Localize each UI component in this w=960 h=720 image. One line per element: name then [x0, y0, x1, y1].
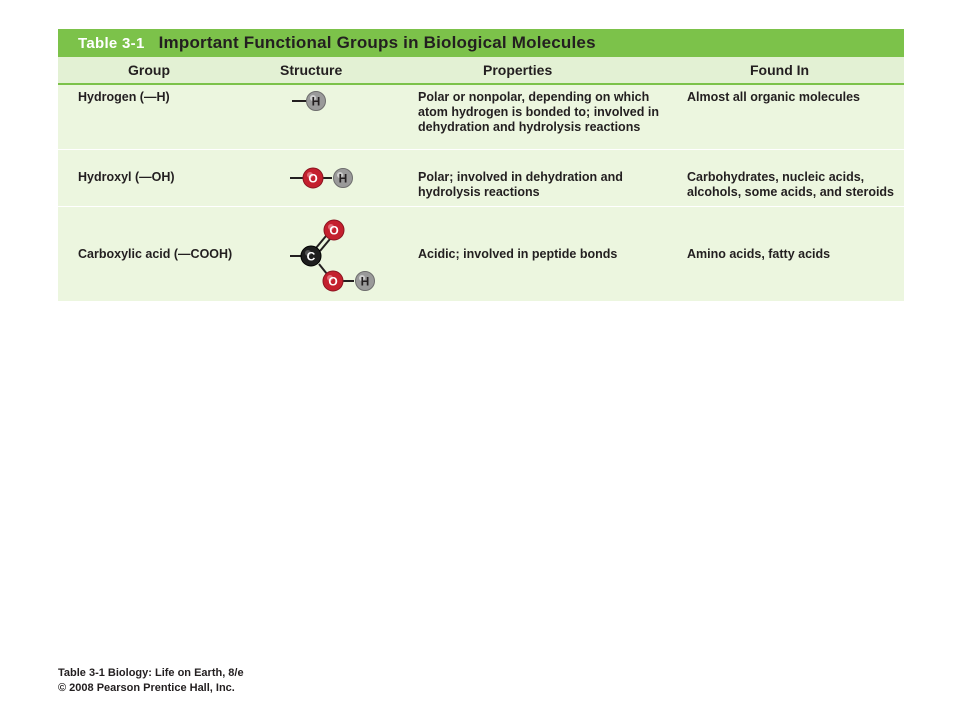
found-in-cell: Amino acids, fatty acids	[687, 247, 831, 261]
header-properties: Properties	[483, 62, 553, 78]
carboxyl-structure	[288, 219, 384, 299]
table-title-bar	[58, 29, 904, 57]
atom-symbol: H	[338, 171, 348, 186]
atom-symbol: O	[308, 171, 318, 186]
found-in-cell: Almost all organic molecules	[687, 90, 860, 104]
table-row-hydrogen	[58, 85, 904, 150]
hydrogen-structure	[290, 89, 330, 113]
group-cell: Hydroxyl (—OH)	[78, 170, 175, 184]
table-label: Table 3-1	[78, 34, 145, 52]
found-in-cell: Carbohydrates, nucleic acids, alcohols, some acids, and steroids	[687, 170, 895, 199]
table-row-carboxylic-acid	[58, 207, 904, 301]
header-found-in: Found In	[750, 62, 810, 78]
hydroxyl-structure	[288, 165, 358, 191]
table-row-hydroxyl	[58, 150, 904, 207]
credit-line-source: Table 3-1 Biology: Life on Earth, 8/e	[58, 667, 244, 679]
header-structure: Structure	[280, 62, 343, 78]
header-group: Group	[128, 62, 170, 78]
atom-symbol: O	[329, 223, 339, 238]
atom-symbol: H	[311, 94, 321, 109]
atom-symbol: H	[360, 274, 370, 289]
atom-symbol: O	[328, 274, 338, 289]
group-cell: Hydrogen (—H)	[78, 90, 170, 104]
figure-credit	[58, 666, 244, 696]
group-cell: Carboxylic acid (—COOH)	[78, 247, 233, 261]
properties-cell: Acidic; involved in peptide bonds	[418, 247, 618, 261]
bond-line	[319, 264, 327, 274]
table-header-row	[58, 57, 904, 85]
table-title: Important Functional Groups in Biological Molecules	[158, 33, 596, 52]
functional-groups-table	[58, 29, 904, 301]
credit-line-copyright: © 2008 Pearson Prentice Hall, Inc.	[58, 682, 235, 694]
atom-symbol: C	[306, 249, 316, 264]
properties-cell: Polar; involved in dehydration and hydrolysis reactions	[418, 170, 623, 199]
properties-cell: Polar or nonpolar, depending on which atom hydrogen is bonded to; involved in dehydration and hydrolysis reactions	[418, 90, 659, 134]
